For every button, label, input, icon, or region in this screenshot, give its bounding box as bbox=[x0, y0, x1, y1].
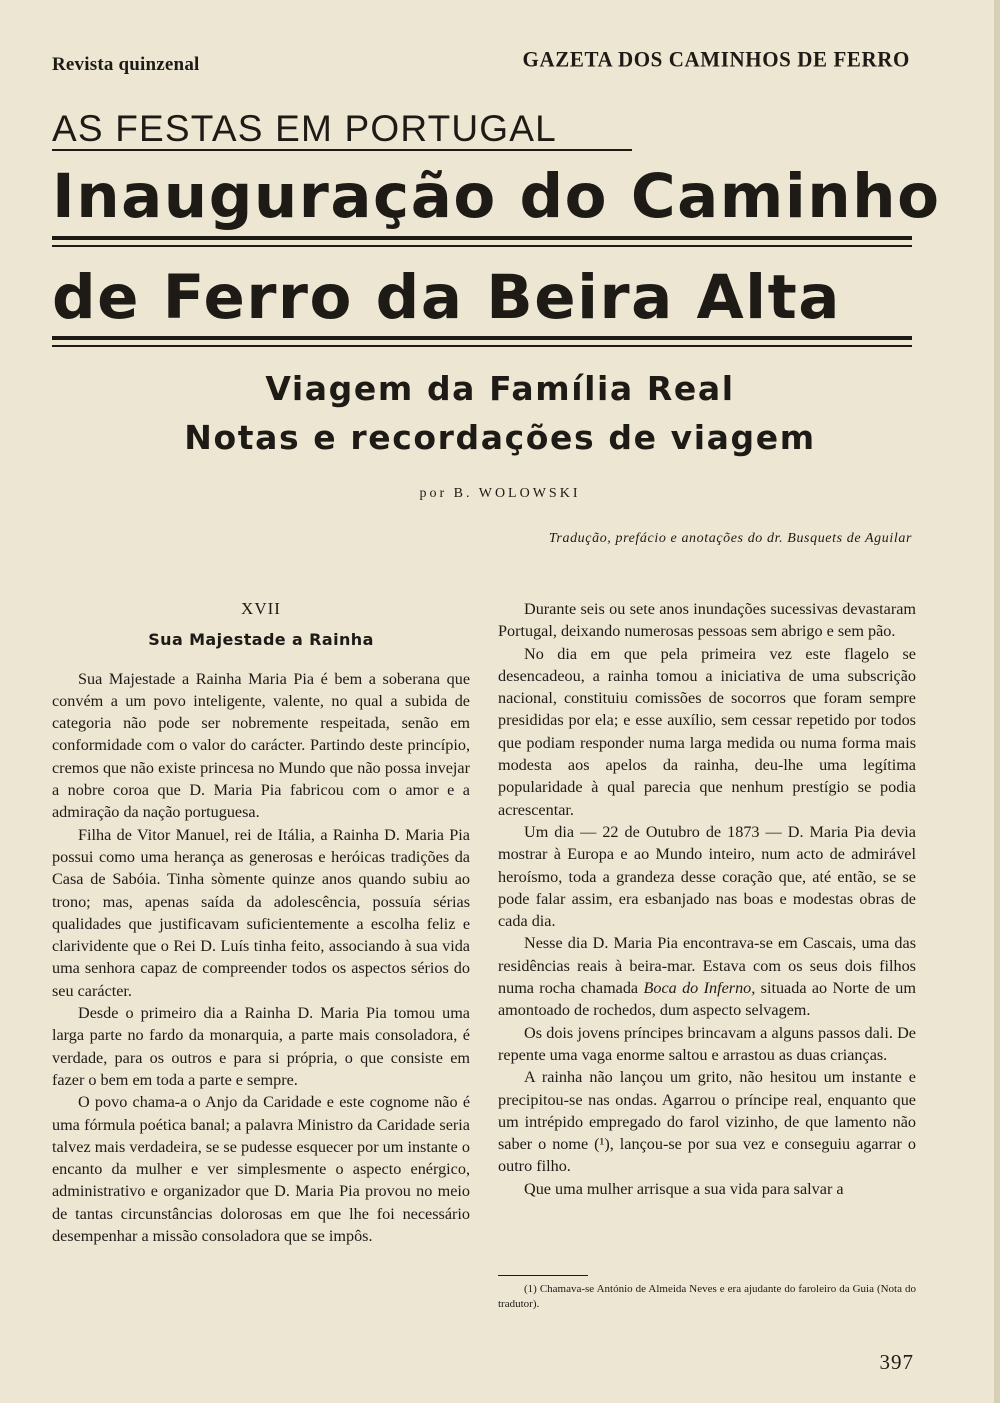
left-column bbox=[52, 598, 470, 1247]
running-header-right: GAZETA DOS CAMINHOS DE FERRO bbox=[522, 46, 910, 72]
title-rule-thick-2 bbox=[52, 336, 912, 340]
title-line-1: Inauguração do Caminho bbox=[52, 161, 941, 232]
paragraph: A rainha não lançou um grito, não hesitou um instante e precipitou-se nas ondas. Agarrou o príncipe real, enquanto que um intrépido empregado do farol vizinho, de que lamento não saber o nome (¹), lançou-se por sua vez e conseguiu agarrar o outro filho. bbox=[498, 1068, 916, 1176]
title-rule-thin bbox=[52, 245, 912, 247]
paragraph: Desde o primeiro dia a Rainha D. Maria Pia tomou uma larga parte no fardo da monarquia, a parte mais consoladora, é verdade, para os outros e para si própria, o que consiste em fazer o bem em toda a parte e sempre. bbox=[52, 1004, 470, 1089]
paragraph-text: situada ao Norte de um amontoado de rochedos, dum aspecto selvagem. bbox=[498, 979, 916, 1020]
section-title: Sua Majestade a Rainha bbox=[148, 630, 374, 650]
running-header-left: Revista quinzenal bbox=[52, 54, 200, 75]
title-rule-thick bbox=[52, 236, 912, 240]
paragraph: Que uma mulher arrisque a sua vida para salvar a bbox=[524, 1179, 844, 1198]
paragraph-text: Nesse dia D. Maria Pia encontrava-se em Cascais, uma das residências reais à beira-mar. Estava com os seus dois filhos numa rocha chamada bbox=[498, 934, 916, 998]
paragraph: Um dia — 22 de Outubro de 1873 — D. Maria Pia devia mostrar à Europa e ao Mundo inteiro, num acto de admirável heroísmo, toda a grandeza desse coração que, até então, se se pode falar assim, era esbanjado nas boas e modestas obras de cada dia. bbox=[498, 822, 916, 931]
paragraph: No dia em que pela primeira vez este flagelo se desencadeou, a rainha tomou a iniciativa de uma subscrição nacional, constituiu comissões de socorros que foram sempre presididas por ela; e esse auxílio, sem cessar repetido por todos que podiam responder numa larga medida ou numa forma mais modesta aos apelos da rainha, deu-lhe uma legítima popularidade à qual parecia que nenhum prestígio se podia acrescentar. bbox=[498, 644, 916, 819]
place-name-italic: Boca do Inferno, bbox=[643, 979, 756, 998]
chapter-number: XVII bbox=[241, 599, 281, 618]
paragraph: Sua Majestade a Rainha Maria Pia é bem a soberana que convém a um povo inteligente, valente, no qual a subida de categoria não pode ser nobremente respeitada, senão em conformidade com o valor do carácter. Partindo deste princípio, cremos que não existe princesa no Mundo que não possa invejar a nobre coroa que D. Maria Pia fabricou com o amor e a admiração da nação portuguesa. bbox=[52, 669, 470, 822]
translation-credit: Tradução, prefácio e anotações do dr. Busquets de Aguilar bbox=[548, 531, 912, 546]
page-edge bbox=[994, 0, 1000, 1403]
subtitle-line-1: Viagem da Família Real bbox=[265, 369, 735, 408]
right-column bbox=[498, 598, 916, 1200]
paragraph: O povo chama-a o Anjo da Caridade e este cognome não é uma fórmula poética banal; a palavra Ministro da Caridade seria talvez mais verdadeira, se se pudesse esquecer por um instante o encanto da mulher e ver simplesmente o aspecto enérgico, administrativo e organizador que D. Maria Pia provou no meio de tantas circunstâncias dolorosas em que lhe foi necessário desempenhar a missão consoladora que se impôs. bbox=[52, 1093, 470, 1246]
kicker-heading: AS FESTAS EM PORTUGAL bbox=[52, 108, 557, 149]
paragraph: Os dois jovens príncipes brincavam a alguns passos dali. De repente uma vaga enorme saltou e arrastou as duas crianças. bbox=[498, 1023, 916, 1064]
page-number: 397 bbox=[879, 1350, 914, 1374]
kicker-underline bbox=[52, 149, 632, 151]
paragraph: Durante seis ou sete anos inundações sucessivas devastaram Portugal, deixando numerosas pessoas sem abrigo e sem pão. bbox=[498, 600, 916, 641]
byline: por B. WOLOWSKI bbox=[419, 486, 581, 501]
title-rule-thin-2 bbox=[52, 345, 912, 347]
paragraph bbox=[498, 932, 916, 1021]
title-line-2: de Ferro da Beira Alta bbox=[52, 262, 841, 333]
footnote: (1) Chamava-se António de Almeida Neves e era ajudante do faroleiro da Guia (Nota do tradutor). bbox=[498, 1283, 916, 1310]
paragraph: Filha de Vitor Manuel, rei de Itália, a Rainha D. Maria Pia possui como uma herança as generosas e heróicas tradições da Casa de Sabóia. Tinha sòmente quinze anos quando subiu ao trono; mas, apenas saída da adolescência, possuía sérias qualidades que justificavam suficientemente a escolha feliz e clarividente que o Rei D. Luís tinha feito, associando à sua vida uma senhora capaz de compreender todos os aspectos sérios do seu carácter. bbox=[52, 825, 470, 1000]
footnote-divider bbox=[498, 1275, 588, 1276]
subtitle-line-2: Notas e recordações de viagem bbox=[184, 418, 816, 457]
